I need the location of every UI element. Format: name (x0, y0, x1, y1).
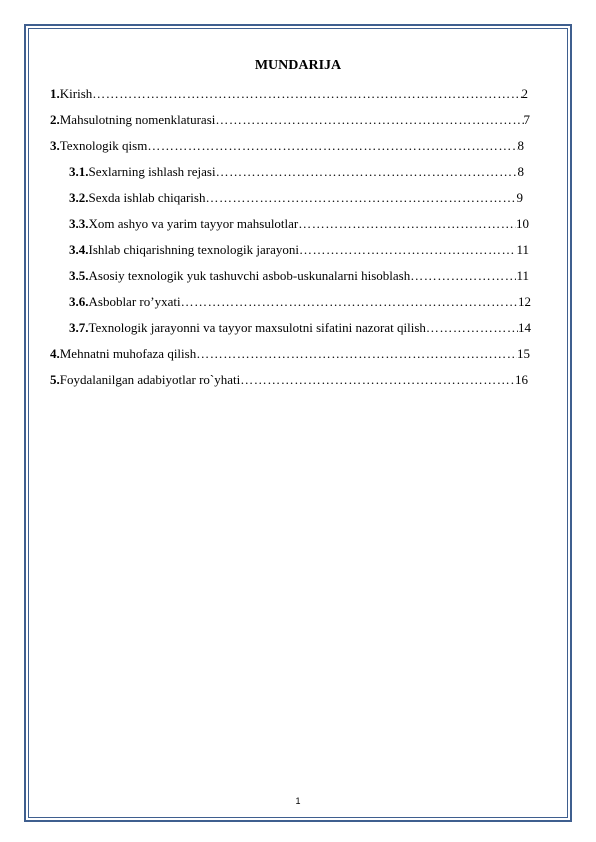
toc-title: MUNDARIJA (254, 58, 342, 73)
toc-entry-page: 16 (515, 372, 528, 387)
toc-entry-label: Foydalanilgan adabiyotlar ro`yhati (59, 372, 241, 387)
toc-entry-page: 8 (517, 164, 524, 179)
toc-entry-2[interactable] (50, 112, 530, 128)
toc-dot-leader (181, 294, 518, 310)
toc-entry-page: 7 (523, 112, 530, 127)
toc-entry-label: Kirish (59, 86, 93, 101)
toc-entry-page: 11 (516, 242, 529, 257)
toc-entry-3-3[interactable] (69, 216, 529, 232)
toc-entry-page: 15 (517, 346, 530, 361)
toc-entry-number: 3.6. (69, 294, 89, 309)
toc-entry-label: Mehnatni muhofaza qilish (59, 346, 197, 361)
toc-entry-number: 3.4. (69, 242, 89, 257)
toc-entry-page: 11 (516, 268, 529, 283)
toc-dot-leader (240, 372, 515, 388)
toc-entry-page: 10 (516, 216, 529, 231)
toc-entry-3-6[interactable] (69, 294, 531, 310)
toc-entry-number: 4. (50, 346, 60, 361)
toc-dot-leader (426, 320, 518, 336)
toc-entry-number: 1. (50, 86, 60, 101)
toc-entry-number: 3.5. (69, 268, 89, 283)
toc-entry-page: 14 (518, 320, 531, 335)
toc-entry-number: 2. (50, 112, 60, 127)
toc-entry-1[interactable] (50, 86, 528, 102)
toc-dot-leader (215, 112, 523, 128)
page-number: 1 (295, 796, 301, 806)
toc-entry-number: 3.2. (69, 190, 89, 205)
toc-entry-page: 9 (516, 190, 523, 205)
toc-entry-label: Xom ashyo va yarim tayyor mahsulotlar (88, 216, 299, 231)
toc-entry-4[interactable] (50, 346, 530, 362)
toc-entry-label: Asosiy texnologik yuk tashuvchi asbob-uskunalarni hisoblash (88, 268, 411, 283)
toc-dot-leader (298, 216, 516, 232)
toc-entry-label: Sexda ishlab chiqarish (88, 190, 206, 205)
toc-entry-number: 3.3. (69, 216, 89, 231)
toc-dot-leader (92, 86, 521, 102)
toc-entry-label: Asboblar ro’yxati (88, 294, 181, 309)
toc-entry-number: 3.7. (69, 320, 89, 335)
toc-entry-page: 8 (517, 138, 524, 153)
toc-entry-3-4[interactable] (69, 242, 529, 258)
toc-dot-leader (410, 268, 516, 284)
toc-dot-leader (147, 138, 517, 154)
toc-dot-leader (196, 346, 517, 362)
toc-entry-label: Mahsulotning nomenklaturasi (59, 112, 216, 127)
toc-entry-3-2[interactable] (69, 190, 523, 206)
toc-entry-3-1[interactable] (69, 164, 524, 180)
toc-entry-label: Texnologik jarayonni va tayyor maxsulotni sifatini nazorat qilish (88, 320, 426, 335)
toc-dot-leader (299, 242, 516, 258)
toc-entry-number: 3.1. (69, 164, 89, 179)
toc-entry-3-7[interactable] (69, 320, 531, 336)
toc-entry-page: 12 (518, 294, 531, 309)
toc-entry-3-5[interactable] (69, 268, 529, 284)
toc-entry-label: Sexlarning ishlash rejasi (88, 164, 216, 179)
toc-entry-3[interactable] (50, 138, 524, 154)
toc-entry-label: Texnologik qism (59, 138, 148, 153)
toc-dot-leader (205, 190, 516, 206)
toc-dot-leader (216, 164, 518, 180)
toc-entry-5[interactable] (50, 372, 528, 388)
toc-entry-page: 2 (521, 86, 528, 101)
toc-entry-number: 5. (50, 372, 60, 387)
toc-entry-label: Ishlab chiqarishning texnologik jarayoni (88, 242, 299, 257)
toc-entry-number: 3. (50, 138, 60, 153)
